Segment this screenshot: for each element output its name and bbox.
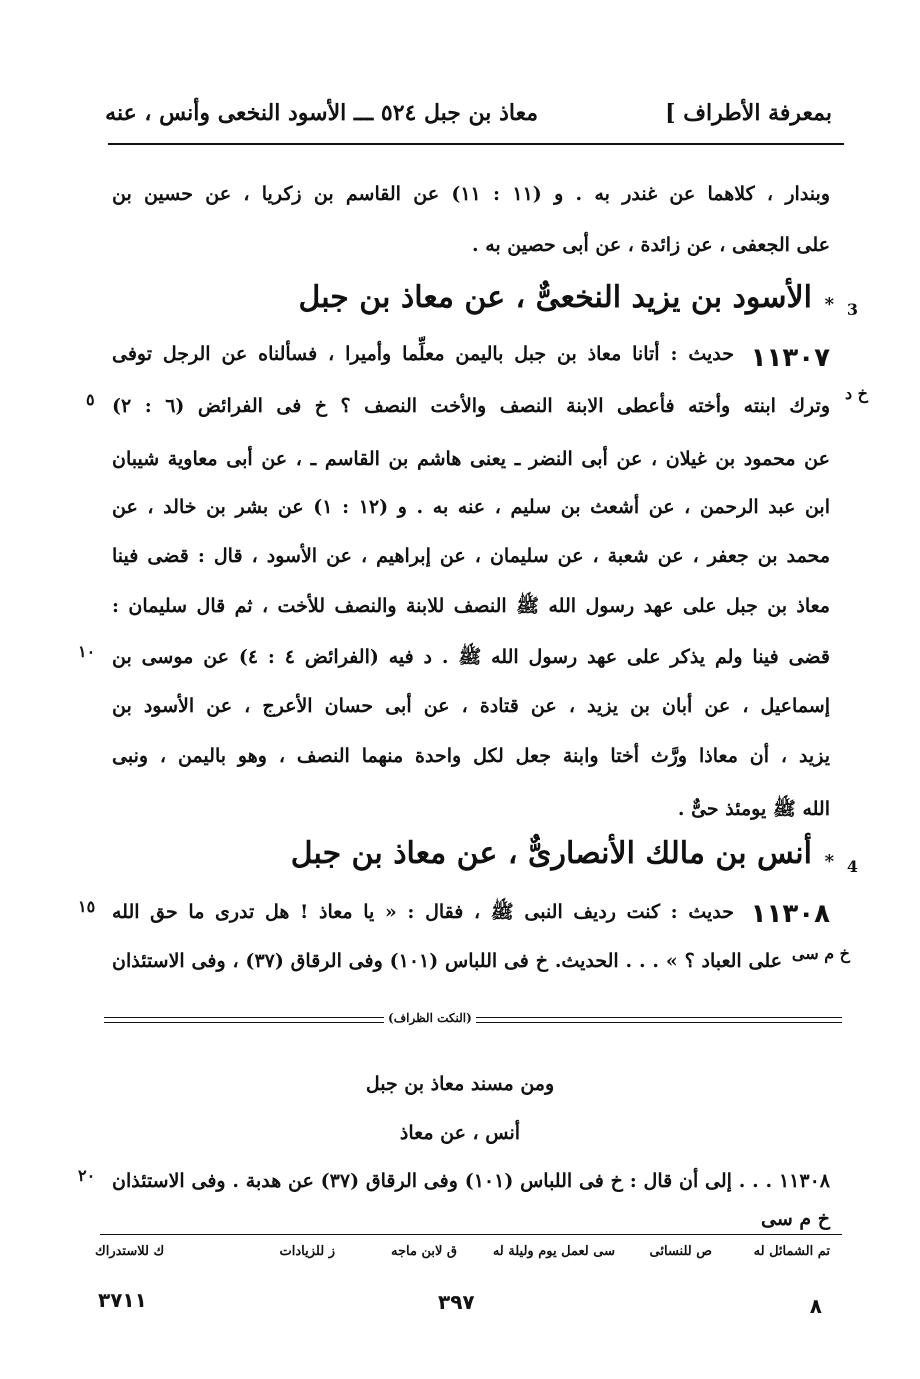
hadith2-line-2: على العباد ؟ » . . . الحديث. خ فى اللباس (١٠١) وفى الرقاق (٣٧) ، وفى الاستئذان [112,950,782,972]
hadith1-line-10: الله ﷺ يومئذ حىٌّ . [677,798,830,820]
intro-line-2: على الجعفى ، عن زائدة ، عن أبى حصين به . [471,234,830,256]
legend-nasai: ص للنسائى [649,1244,712,1259]
legend-ziyadat: ز للزيادات [279,1244,335,1259]
hadith1-line-3: عن محمود بن غيلان ، عن أبى النضر ـ يعنى هاشم بن القاسم ـ ، عن أبى معاوية شيبان [112,448,830,470]
legend-istidrak: ك للاستدراك [95,1244,165,1259]
section3-marker: 3 [846,300,858,319]
footer-volume-number: ٨ [809,1294,822,1318]
margin-number-15: ١٥ [78,897,96,916]
nukat-heading-2: أنس ، عن معاذ [399,1122,521,1144]
hadith1-line-7: قضى فينا ولم يذكر على عهد رسول الله ﷺ . د فيه (الفرائض ٤ : ٤) عن موسى بن [112,646,830,668]
hadith2-side-code: خ م سى [791,944,850,963]
section3-star: * [824,294,834,315]
section4-star: * [824,851,834,872]
header-book-title: بمعرفة الأطراف ] [665,100,832,126]
hadith1-line-8: إسماعيل ، عن أبان بن يزيد ، عن قتادة ، عن أبى حسان الأعرج ، عن الأسود بن [112,695,830,717]
nukat-line-2: خ م سى [760,1208,830,1230]
hadith1-line-2: وترك ابنته وأخته فأعطى الابنة النصف والأخت النصف ؟ خ فى الفرائض (٦ : ٢) [112,395,830,417]
legend-shamail: تم الشمائل له [753,1244,830,1259]
hadith1-side-code: خ د [844,384,868,403]
legend-amal-yawm: سى لعمل يوم وليلة له [492,1244,615,1259]
nukat-line: ١١٣٠٨ . . . إلى أن قال : خ فى اللباس (١٠١) وفى الرقاق (٣٧) عن هدبة . وفى الاستئذان [112,1170,830,1192]
section3-title: الأسود بن يزيد النخعىٌّ ، عن معاذ بن جبل [298,280,812,315]
hadith2-line-1: حديث : كنت رديف النبى ﷺ ، فقال : « يا معاذ ! هل تدرى ما حق الله [112,901,734,923]
margin-number-10: ١٠ [78,642,96,661]
header-rule [108,143,844,145]
hadith-number-11308: ١١٣٠٨ [750,899,830,929]
section4-title: أنس بن مالك الأنصارىٌّ ، عن معاذ بن جبل [290,836,812,871]
intro-line-1: وبندار ، كلاهما عن غندر به . و (١١ : ١١) عن القاسم بن زكريا ، عن حسين بن [112,183,830,205]
legend-ibn-majah: ق لابن ماجه [391,1244,457,1259]
header-chapter-title: معاذ بن جبل ٥٢٤ ـــ الأسود النخعى وأنس ، عنه [105,100,538,126]
footer-sequence-number: ٣٧١١ [98,1288,147,1312]
hadith1-line-9: يزيد ، أن معاذا ورَّث أختا وابنة جعل لكل واحدة منهما النصف ، وهو باليمن ، ونبى [112,745,830,767]
divider-label: (النكت الظراف) [384,1011,476,1025]
footer-page-number: ٣٩٧ [438,1290,475,1314]
section4-marker: 4 [846,857,858,876]
margin-number-20: ٢٠ [78,1166,96,1185]
footnote-rule [100,1234,842,1235]
hadith1-line-6: معاذ بن جبل على عهد رسول الله ﷺ النصف للابنة والنصف للأخت ، ثم قال سليمان : [112,595,830,617]
hadith-number-11307: ١١٣٠٧ [750,343,830,373]
margin-number-5: ٥ [86,390,95,409]
hadith1-line-4: ابن عبد الرحمن ، عن أشعث بن سليم ، عنه به . و (١٢ : ١) عن بشر بن خالد ، عن [112,496,830,518]
hadith1-line-5: محمد بن جعفر ، عن شعبة ، عن سليمان ، عن إبراهيم ، عن الأسود ، قال : قضى فينا [112,545,830,567]
nukat-heading-1: ومن مسند معاذ بن جبل [365,1073,555,1095]
hadith1-line-1: حديث : أتانا معاذ بن جبل باليمن معلِّما وأميرا ، فسألناه عن الرجل توفى [112,343,734,365]
